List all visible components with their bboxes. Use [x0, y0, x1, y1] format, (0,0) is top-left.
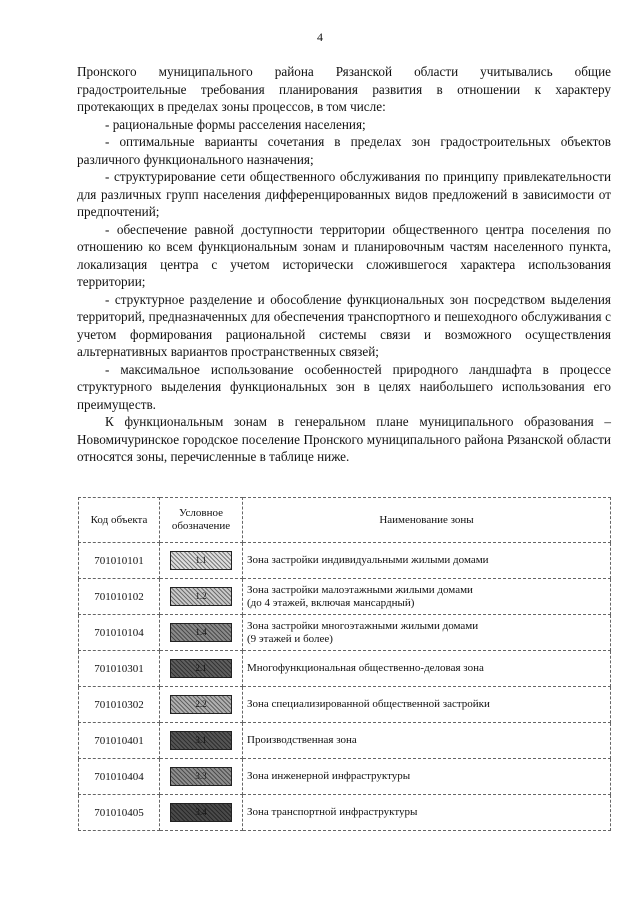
zone-swatch: 1.2: [170, 587, 232, 606]
table-row: [79, 759, 611, 795]
zone-name: [243, 687, 611, 723]
table-header-row: [79, 498, 611, 543]
zone-symbol-cell: [160, 759, 243, 795]
zone-name: [243, 795, 611, 831]
paragraph: - максимальное использование особенностей природного ландшафта в процессе структурного выделения функциональных зон в целях наибольшего использования его преимуществ.: [77, 361, 611, 412]
zone-name: [243, 723, 611, 759]
paragraph: - оптимальные варианты сочетания в пределах зон градостроительных объектов различного функционального назначения;: [77, 134, 611, 167]
zone-code: 701010102: [79, 579, 160, 615]
header-name: Наименование зоны: [243, 498, 611, 543]
zone-symbol-cell: [160, 651, 243, 687]
paragraph: - обеспечение равной доступности территории общественного центра поселения по отношению ко всем функциональным зонам и планировочным частям населенного пункта, локализация центра с учетом исторически сложившегося характера использования территории;: [77, 221, 611, 289]
zone-swatch: 3.3: [170, 767, 232, 786]
zone-symbol-cell: [160, 543, 243, 579]
zone-name: [243, 651, 611, 687]
zone-name: [243, 579, 611, 615]
zone-code: 701010104: [79, 615, 160, 651]
paragraph: К функциональным зонам в генеральном плане муниципального образования – Новомичуринское городское поселение Пронского муниципального района Рязанской области относятся зоны, перечисленные в таблице ниже.: [77, 414, 611, 464]
zone-swatch: 3.4: [170, 803, 232, 822]
zone-name-line: Зона застройки многоэтажными жилыми домами: [247, 619, 479, 632]
zone-code: 701010401: [79, 723, 160, 759]
paragraph: - структурное разделение и обособление функциональных зон посредством выделения территорий, предназначенных для обеспечения транспортного и пешеходного обслуживания с учетом формирования рациональной системы связи и возможного осуществления альтернативных вариантов пространственных связей;: [77, 291, 611, 359]
zone-code: 701010302: [79, 687, 160, 723]
zone-name: [243, 543, 611, 579]
page-number: 4: [317, 30, 323, 44]
zone-swatch: 1.1: [170, 551, 232, 570]
zone-name-line: Зона специализированной общественной застройки: [247, 698, 490, 710]
zone-swatch: 1.4: [170, 623, 232, 642]
table-row: [79, 723, 611, 759]
zone-code: 701010404: [79, 759, 160, 795]
zone-symbol-cell: [160, 723, 243, 759]
zones-table: [78, 497, 611, 831]
zone-name-line: Производственная зона: [247, 734, 357, 746]
zone-name-line: Многофункциональная общественно-деловая зона: [247, 662, 484, 674]
zone-symbol-cell: [160, 687, 243, 723]
header-code: Код объекта: [79, 498, 160, 543]
table-row: [79, 579, 611, 615]
table-row: [79, 543, 611, 579]
paragraph: - структурирование сети общественного обслуживания по принципу привлекательности для различных групп населения дифференцированных видов предложений в зависимости от предпочтений;: [77, 169, 611, 219]
zone-code: 701010301: [79, 651, 160, 687]
zone-code: 701010101: [79, 543, 160, 579]
zone-symbol-cell: [160, 615, 243, 651]
table-row: [79, 795, 611, 831]
zone-swatch: 3.1: [170, 731, 232, 750]
table-row: [79, 687, 611, 723]
paragraph: - рациональные формы расселения населения;: [105, 116, 366, 132]
zone-swatch: 2.2: [170, 695, 232, 714]
zone-swatch: 2.1: [170, 659, 232, 678]
zone-name: [243, 759, 611, 795]
table-row: [79, 615, 611, 651]
zone-name-line: Зона застройки малоэтажными жилыми домами: [247, 583, 473, 596]
body-text: [77, 63, 611, 466]
zone-name-line: Зона инженерной инфраструктуры: [247, 770, 411, 782]
zone-name-line: Зона застройки индивидуальными жилыми домами: [247, 554, 489, 566]
paragraph: Пронского муниципального района Рязанской области учитывались общие градостроительные требования планирования развития в отношении к характеру протекающих в пределах зоны процессов, в том числе:: [77, 64, 611, 114]
zones-table-body: [79, 543, 611, 831]
zone-name-line: Зона транспортной инфраструктуры: [247, 806, 418, 818]
zone-code: 701010405: [79, 795, 160, 831]
table-row: [79, 651, 611, 687]
zone-symbol-cell: [160, 579, 243, 615]
zone-name-line: (до 4 этажей, включая мансардный): [247, 596, 415, 609]
zone-name: [243, 615, 611, 651]
header-symbol: Условное обозначение: [160, 498, 243, 543]
zone-name-line: (9 этажей и более): [247, 632, 333, 645]
zone-symbol-cell: [160, 795, 243, 831]
